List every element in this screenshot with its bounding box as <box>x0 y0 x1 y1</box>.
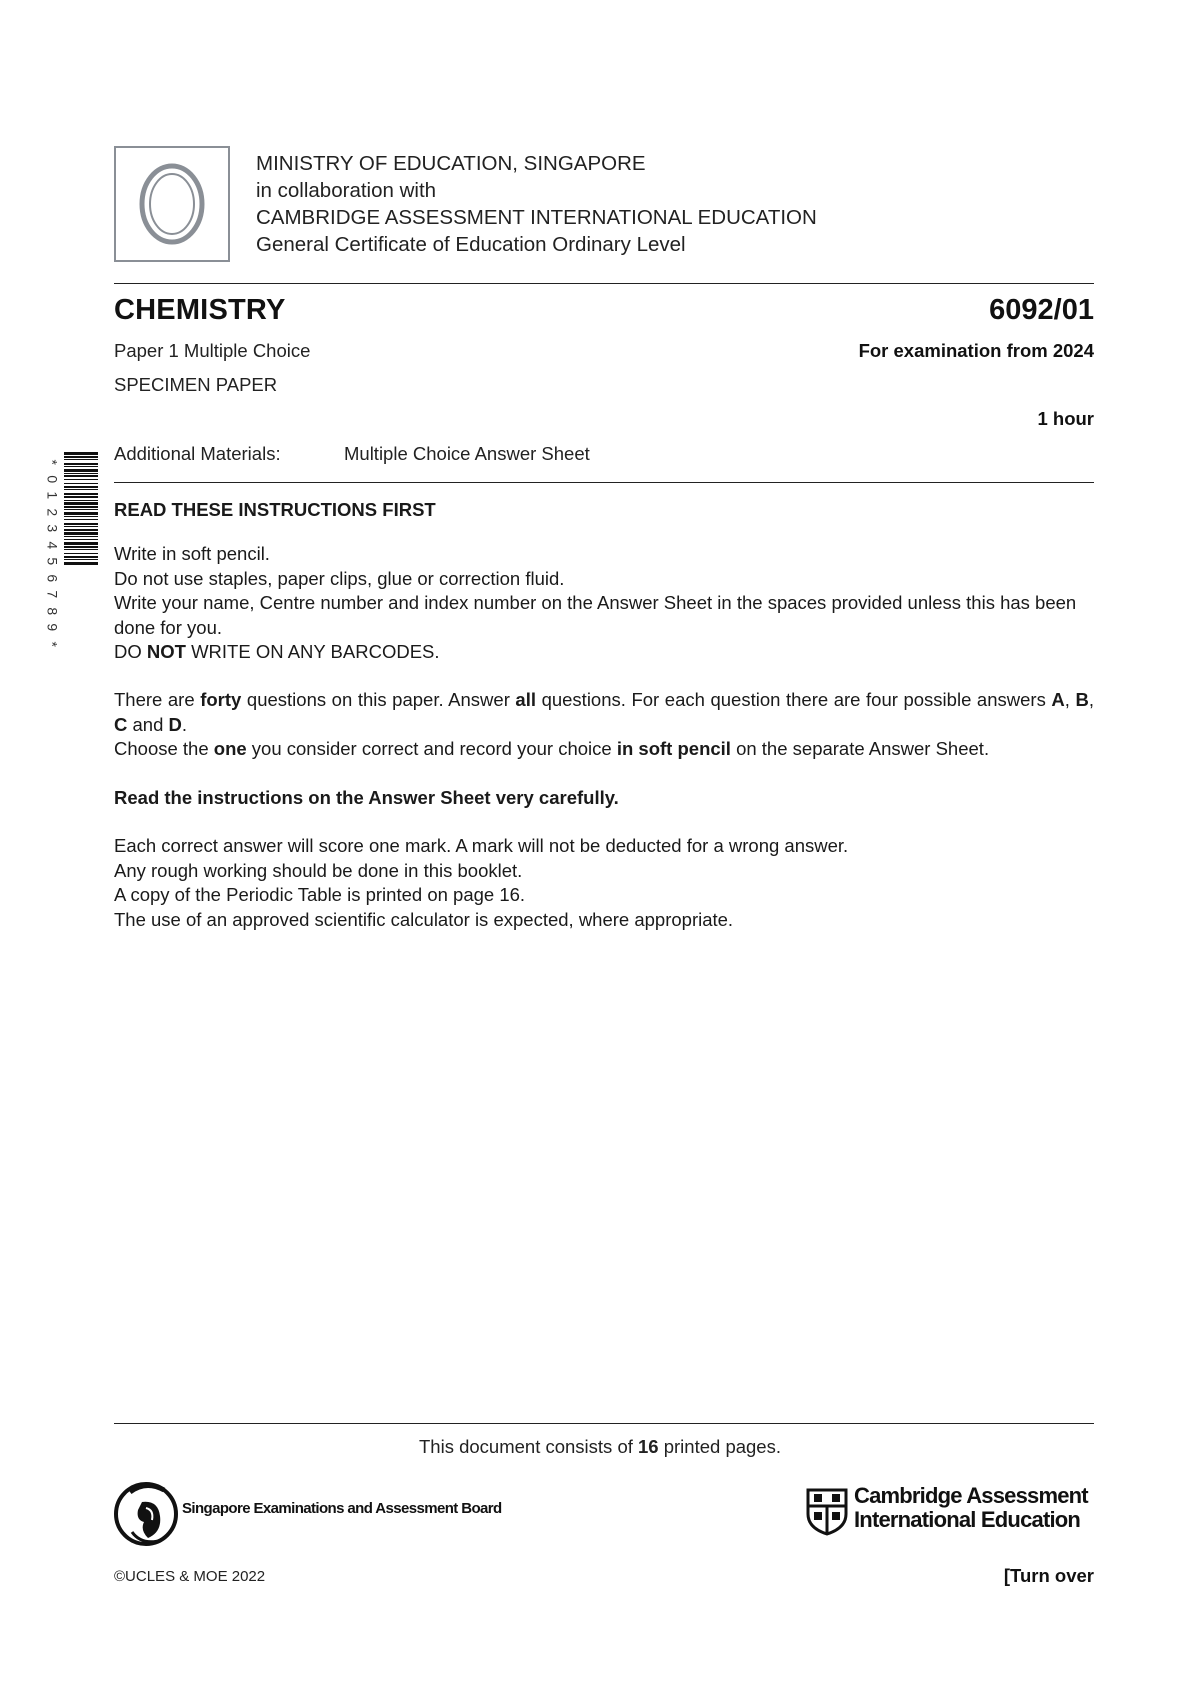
paper-code: 6092/01 <box>989 294 1094 326</box>
additional-materials-label: Additional Materials: <box>114 443 281 464</box>
instruction-line: Do not use staples, paper clips, glue or correction fluid. <box>114 567 565 589</box>
header-divider <box>114 283 1094 284</box>
barcode-digit: 9 <box>44 623 61 632</box>
barcode-digit: * <box>44 459 61 465</box>
instruction-line: The use of an approved scientific calculator is expected, where appropriate. <box>114 908 734 930</box>
instructions-block-1 <box>114 542 1094 665</box>
turn-over: [Turn over <box>1003 1565 1094 1586</box>
barcode-digit: 1 <box>44 491 61 500</box>
ministry-line-1: MINISTRY OF EDUCATION, SINGAPORE <box>256 152 646 175</box>
barcode-icon <box>64 452 98 660</box>
additional-materials-value: Multiple Choice Answer Sheet <box>344 443 590 464</box>
barcode-digit: 0 <box>44 474 61 483</box>
seab-lion-logo-icon <box>112 1472 184 1552</box>
cambridge-name <box>854 1484 1088 1532</box>
ministry-header <box>256 150 817 258</box>
duration: 1 hour <box>1037 408 1094 429</box>
answer-sheet-note: Read the instructions on the Answer Sheet very carefully. <box>114 787 619 808</box>
footer-divider <box>114 1423 1094 1424</box>
ministry-line-3: CAMBRIDGE ASSESSMENT INTERNATIONAL EDUCATION <box>256 206 817 229</box>
cambridge-shield-icon <box>806 1488 848 1536</box>
paper-title: Paper 1 Multiple Choice <box>114 340 311 361</box>
copyright: ©UCLES & MOE 2022 <box>114 1568 266 1585</box>
instruction-line: Each correct answer will score one mark. A mark will not be deducted for a wrong answer. <box>114 835 849 856</box>
level-o-logo <box>114 146 230 262</box>
barcode-digit: 7 <box>44 590 61 599</box>
instruction-line: Write your name, Centre number and index number on the Answer Sheet in the spaces provided unless this has been done for you. <box>114 592 1077 638</box>
barcode-digit: * <box>44 641 61 647</box>
barcode-digit: 2 <box>44 507 61 516</box>
instructions-block-3 <box>114 834 1094 932</box>
instruction-line: Choose the one you consider correct and record your choice in soft pencil on the separate Answer Sheet. <box>114 738 990 759</box>
instruction-line: There are forty questions on this paper. Answer all questions. For each question there are four possible answers A, B, C and D. <box>114 689 1094 735</box>
cambridge-line-1: Cambridge Assessment <box>854 1483 1088 1508</box>
instruction-line: DO NOT WRITE ON ANY BARCODES. <box>114 641 440 662</box>
barcode-digit: 3 <box>44 524 61 533</box>
page-count-note: This document consists of 16 printed pages. <box>419 1436 781 1457</box>
barcode-digit: 4 <box>44 540 61 549</box>
ministry-line-4: General Certificate of Education Ordinary Level <box>256 233 686 256</box>
barcode-digits <box>44 454 60 652</box>
barcode-digit: 8 <box>44 606 61 615</box>
instruction-line: Write in soft pencil. <box>114 543 270 564</box>
instructions-heading: READ THESE INSTRUCTIONS FIRST <box>114 499 436 520</box>
instructions-divider <box>114 482 1094 483</box>
instruction-line: A copy of the Periodic Table is printed on page 16. <box>114 884 526 905</box>
cambridge-line-2: International Education <box>854 1507 1081 1532</box>
subject-title: CHEMISTRY <box>114 294 286 326</box>
letter-o-icon <box>116 148 228 260</box>
seab-name: Singapore Examinations and Assessment Board <box>182 1500 502 1517</box>
barcode-digit: 6 <box>44 573 61 582</box>
instruction-line: Any rough working should be done in this booklet. <box>114 859 523 881</box>
specimen-label: SPECIMEN PAPER <box>114 374 278 395</box>
ministry-line-2: in collaboration with <box>256 179 437 202</box>
barcode-digit: 5 <box>44 557 61 566</box>
exam-from: For examination from 2024 <box>858 340 1094 361</box>
instructions-block-2 <box>114 688 1094 762</box>
